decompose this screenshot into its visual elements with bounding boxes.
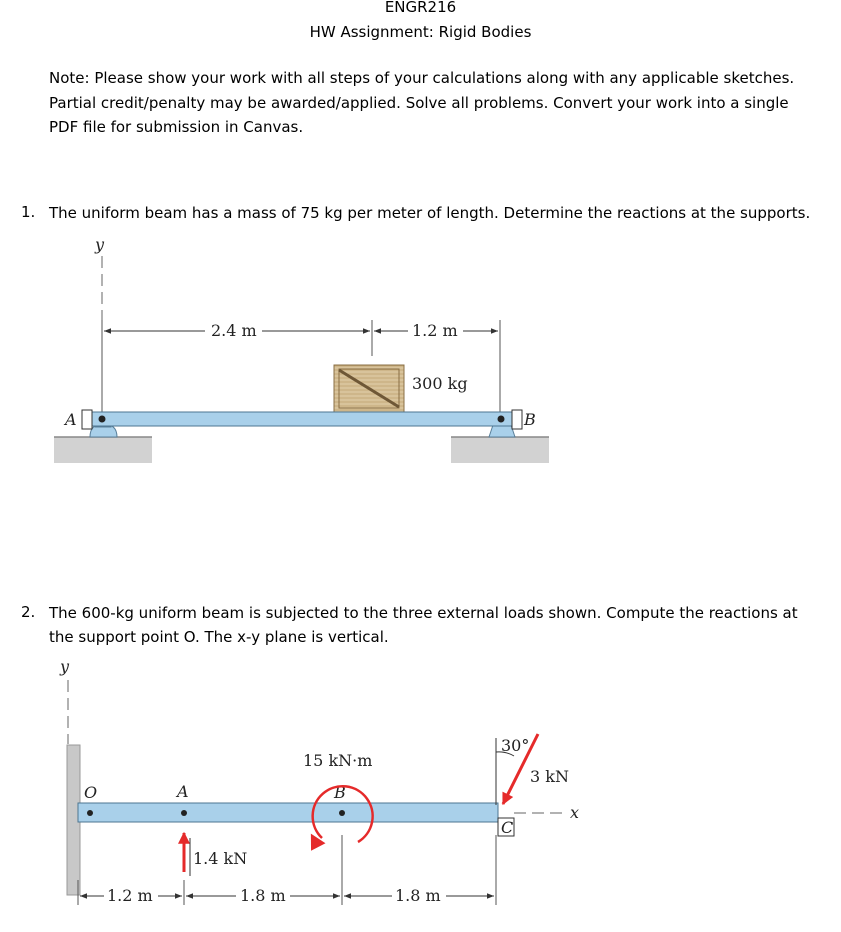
fig2-beam bbox=[78, 803, 498, 822]
fig2-dim-2: 1.8 m bbox=[240, 886, 286, 905]
fig1-ground-right bbox=[451, 437, 549, 463]
fig2-x-label: x bbox=[570, 803, 580, 822]
course-title: ENGR216 bbox=[384, 0, 457, 16]
fig1-label-b: B bbox=[524, 410, 536, 429]
fig2-moment-label: 15 kN·m bbox=[303, 751, 373, 770]
fig2-dim-1: 1.2 m bbox=[107, 886, 153, 905]
problem-1-number: 1. bbox=[21, 203, 36, 221]
fig1-label-a: A bbox=[65, 410, 77, 429]
fig1-ground-left bbox=[54, 437, 152, 463]
fig1-y-label: y bbox=[95, 235, 105, 254]
fig2-label-a: A bbox=[177, 782, 189, 801]
fig2-y-label: y bbox=[60, 657, 70, 676]
fig2-label-c: C bbox=[501, 818, 514, 837]
fig1-dim-right: 1.2 m bbox=[412, 321, 458, 340]
fig2-dim-3: 1.8 m bbox=[395, 886, 441, 905]
fig2-label-o: O bbox=[84, 783, 98, 802]
fig1-dim-left: 2.4 m bbox=[211, 321, 257, 340]
problem-2-number: 2. bbox=[21, 603, 36, 621]
fig1-crate-mass: 300 kg bbox=[412, 374, 468, 393]
fig1-beam bbox=[88, 412, 514, 426]
figure-2 bbox=[59, 657, 579, 905]
fig2-force-a-label: 1.4 kN bbox=[193, 849, 248, 868]
problem-2-text: The 600-kg uniform beam is subjected to the three external loads shown. Compute the reactions at the support point O. The x-y plane is vertical. bbox=[49, 604, 798, 646]
fig1-crate bbox=[334, 365, 404, 412]
assignment-title: HW Assignment: Rigid Bodies bbox=[309, 23, 532, 41]
fig2-label-b: B bbox=[334, 783, 346, 802]
fig2-force-c-label: 3 kN bbox=[530, 767, 569, 786]
fig2-angle-label: 30° bbox=[501, 736, 530, 755]
figure-1 bbox=[54, 235, 549, 463]
problem-1-text: The uniform beam has a mass of 75 kg per meter of length. Determine the reactions at the supports. bbox=[49, 204, 811, 222]
instructions-note: Note: Please show your work with all steps of your calculations along with any applicable sketches. Partial credit/penalty may be awarded/applied. Solve all problems. Convert your work into a single PDF file for submission in Canvas. bbox=[49, 69, 795, 136]
